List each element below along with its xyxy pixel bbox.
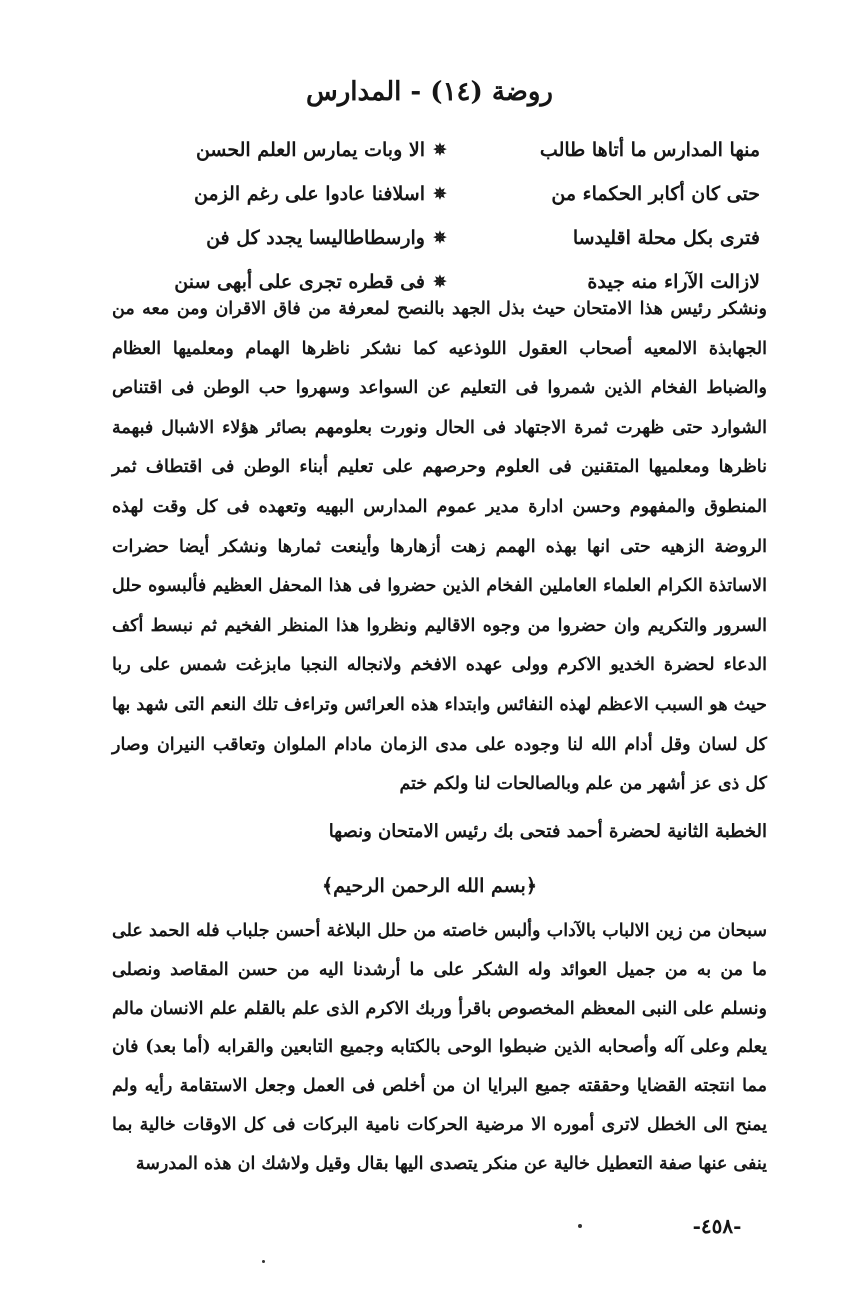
basmala: ﴿بسم الله الرحمن الرحيم﴾	[322, 875, 537, 897]
poem-hemistich-second: فى قطره تجرى على أبهى سنن	[174, 271, 425, 293]
ink-speck	[262, 1260, 265, 1263]
poem-line	[120, 216, 760, 260]
poem-hemistich-second: وارسطاطاليسا يجدد كل فن	[206, 227, 425, 249]
poem-hemistich-first: فترى بكل محلة اقليدسا	[572, 227, 760, 249]
star-separator-icon: ✵	[433, 140, 447, 159]
poem-hemistich-first: حتى كان أكابر الحكماء من	[551, 183, 760, 205]
paragraph-text: سبحان من زين الالباب بالآداب وألبس خاصته من حلل البلاغة أحسن جلباب فله الحمد على ما من به من جميل العوائد وله الشكر على ما أرشدنا اليه من حسن المقاصد ونصلى ونسلم على النبى المعظم المخصوص باقرأ وربك الاكرم الذى علم بالقلم علم الانسان مالم يعلم وعلى آله وأصحابه الذين ضبطوا الوحى بالكتابه وجميع التابعين والقرابه (أما بعد) فان مما انتجته القضايا وحققته جميع البرايا ان من أخلص فى العمل وجعل الاستقامة رأيه ولم يمنح الى الخطل لاترى أموره الا مرضية الحركات نامية البركات فى كل الاوقات خالية بما ينفى عنها صفة التعطيل خالية عن منكر يتصدى اليها بقال وقيل ولاشك ان هذه المدرسة	[112, 921, 767, 1174]
body-paragraph-2	[112, 912, 767, 1184]
poem-line	[120, 172, 760, 216]
poem-hemistich-second: اسلافنا عادوا على رغم الزمن	[193, 183, 425, 205]
poem	[120, 128, 760, 304]
star-separator-icon: ✵	[433, 184, 447, 203]
page-title: روضة (١٤) - المدارس	[306, 77, 553, 107]
paragraph-text: ونشكر رئيس هذا الامتحان حيث بذل الجهد بالنصح لمعرفة من فاق الاقران ومن معه من الجهابذة الالمعيه أصحاب العقول اللوذعيه كما نشكر ناظرها الهمام ومعلميها العظام والضباط الفخام الذين شمروا فى التعليم عن السواعد وسهروا حب الوطن فى اقتناص الشوارد حتى ظهرت ثمرة الاجتهاد فى الحال ونورت بعلومهم بصائر هؤلاء الاشبال فبهمة ناظرها ومعلميها المتقنين فى العلوم وحرصهم على تعليم أبناء الوطن فى اقتطاف ثمر المنطوق والمفهوم وحسن ادارة مدير عموم المدارس البهيه وتعهده فى كل وقت لهذه الروضة الزهيه حتى انها بهذه الهمم زهت أزهارها وأينعت ثمارها ونشكر أيضا حضرات الاساتذة الكرام العلماء العاملين الفخام الذين حضروا فى هذا المحفل العظيم فألبسوه حلل السرور والتكريم وان حضروا من وجوه الاقاليم ونظروا هذا المنظر الفخيم ثم نبسط أكف الدعاء لحضرة الخديو الاكرم وولى عهده الافخم ولانجاله النجبا مابزغت شمس على ربا حيث هو السبب الاعظم لهذه النفائس وابتداء هذه العرائس وتراءف تلك النعم التى شهد بها كل لسان وقل أدام الله لنا وجوده على مدى الزمان مادام الملوان وتعاقب النيران وصار كل ذى عز أشهر من علم وبالصالحات لنا ولكم ختم	[112, 299, 767, 795]
ink-speck	[578, 1224, 582, 1228]
star-separator-icon: ✵	[433, 228, 447, 247]
poem-line	[120, 128, 760, 172]
page-number: -٤٥٨-	[692, 1214, 742, 1238]
poem-hemistich-first: منها المدارس ما أتاها طالب	[539, 139, 760, 161]
poem-hemistich-second: الا وبات يمارس العلم الحسن	[195, 139, 425, 161]
star-separator-icon: ✵	[433, 272, 447, 291]
body-paragraph-1	[112, 290, 767, 805]
section-heading: الخطبة الثانية لحضرة أحمد فتحى بك رئيس الامتحان ونصها	[328, 821, 767, 842]
poem-hemistich-first: لازالت الآراء منه جيدة	[587, 271, 760, 293]
